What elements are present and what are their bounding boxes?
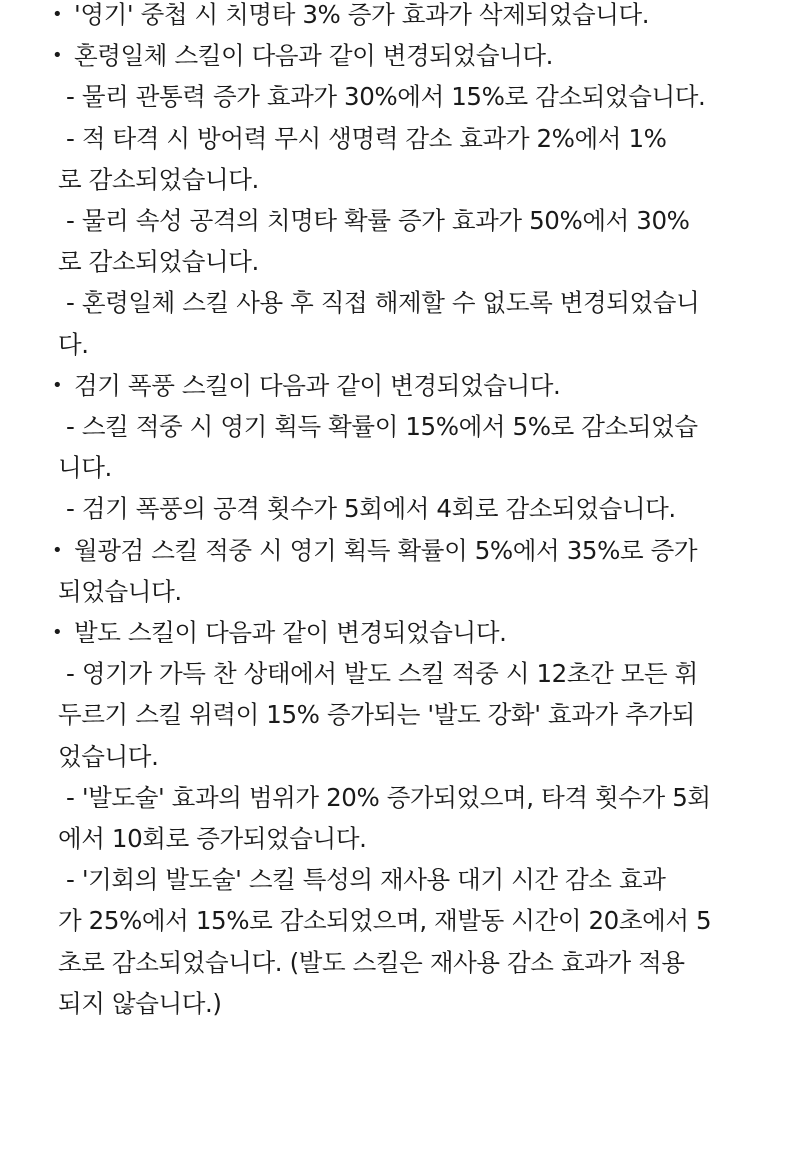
text-line <box>58 118 744 159</box>
sub-text: - 적 타격 시 방어력 무시 생명력 감소 효과가 2%에서 1% <box>66 123 667 153</box>
bullet-dot-icon: • <box>52 4 63 25</box>
text-line: 에서 10회로 증가되었습니다. <box>58 824 367 854</box>
bullet-dot-icon: • <box>52 622 63 644</box>
bullet-dot-icon: • <box>52 539 63 561</box>
text-line <box>58 282 744 323</box>
sub-item <box>58 488 744 529</box>
sub-text: - 영기가 가득 찬 상태에서 발도 스킬 적중 시 12초간 모든 휘 <box>66 659 698 689</box>
sub-text: - '발도술' 효과의 범위가 20% 증가되었으며, 타격 횟수가 5회 <box>66 782 711 812</box>
sub-item <box>58 118 744 200</box>
text-line: 초로 감소되었습니다. (발도 스킬은 재사용 감소 효과가 적용 <box>58 947 685 977</box>
text-line: 가 25%에서 15%로 감소되었으며, 재발동 시간이 20초에서 5 <box>58 906 712 936</box>
text-line: 되지 않습니다.) <box>58 988 222 1018</box>
patch-notes-list <box>52 0 744 1024</box>
sub-item <box>58 76 744 117</box>
sub-text: - 물리 속성 공격의 치명타 확률 증가 효과가 50%에서 30% <box>66 206 690 236</box>
bullet-item <box>52 365 744 406</box>
text-line <box>52 612 744 653</box>
sub-text: - 검기 폭풍의 공격 횟수가 5회에서 4회로 감소되었습니다. <box>66 494 676 524</box>
sub-item <box>58 200 744 282</box>
sub-item <box>58 653 744 777</box>
bullet-text: 월광검 스킬 적중 시 영기 획득 확률이 5%에서 35%로 증가 <box>74 535 698 565</box>
bullet-dot-icon: • <box>52 374 63 396</box>
sub-text: - 스킬 적중 시 영기 획득 확률이 15%에서 5%로 감소되었습 <box>66 412 698 442</box>
bullet-item <box>52 0 744 35</box>
sub-item <box>58 282 744 364</box>
text-line <box>58 777 744 818</box>
text-line <box>58 406 744 447</box>
text-line: 었습니다. <box>58 741 159 771</box>
text-line: 다. <box>58 329 89 359</box>
text-line <box>52 530 744 571</box>
bullet-dot-icon: • <box>52 45 63 67</box>
bullet-item <box>52 612 744 653</box>
bullet-text: 발도 스킬이 다음과 같이 변경되었습니다. <box>74 618 507 648</box>
bullet-item <box>52 530 744 612</box>
sub-item <box>58 859 744 1024</box>
sub-text: - 물리 관통력 증가 효과가 30%에서 15%로 감소되었습니다. <box>66 82 706 112</box>
text-line <box>52 365 744 406</box>
sub-text: - '기회의 발도술' 스킬 특성의 재사용 대기 시간 감소 효과 <box>66 865 666 895</box>
bullet-text: 검기 폭풍 스킬이 다음과 같이 변경되었습니다. <box>74 370 561 400</box>
text-line: 로 감소되었습니다. <box>58 247 259 277</box>
text-line <box>58 488 744 529</box>
text-line <box>58 653 744 694</box>
text-line: 두르기 스킬 위력이 15% 증가되는 '발도 강화' 효과가 추가되 <box>58 700 695 730</box>
text-line <box>52 0 744 35</box>
text-line: 되었습니다. <box>58 576 182 606</box>
sub-text: - 혼령일체 스킬 사용 후 직접 해제할 수 없도록 변경되었습니 <box>66 288 700 318</box>
text-line <box>58 76 744 117</box>
text-line: 로 감소되었습니다. <box>58 164 259 194</box>
sub-item <box>58 777 744 859</box>
text-line <box>58 200 744 241</box>
bullet-text: '영기' 중첩 시 치명타 3% 증가 효과가 삭제되었습니다. <box>74 0 650 29</box>
sub-item <box>58 406 744 488</box>
bullet-text: 혼령일체 스킬이 다음과 같이 변경되었습니다. <box>74 41 554 71</box>
bullet-item <box>52 35 744 76</box>
text-line <box>52 35 744 76</box>
text-line: 니다. <box>58 453 112 483</box>
text-line <box>58 859 744 900</box>
